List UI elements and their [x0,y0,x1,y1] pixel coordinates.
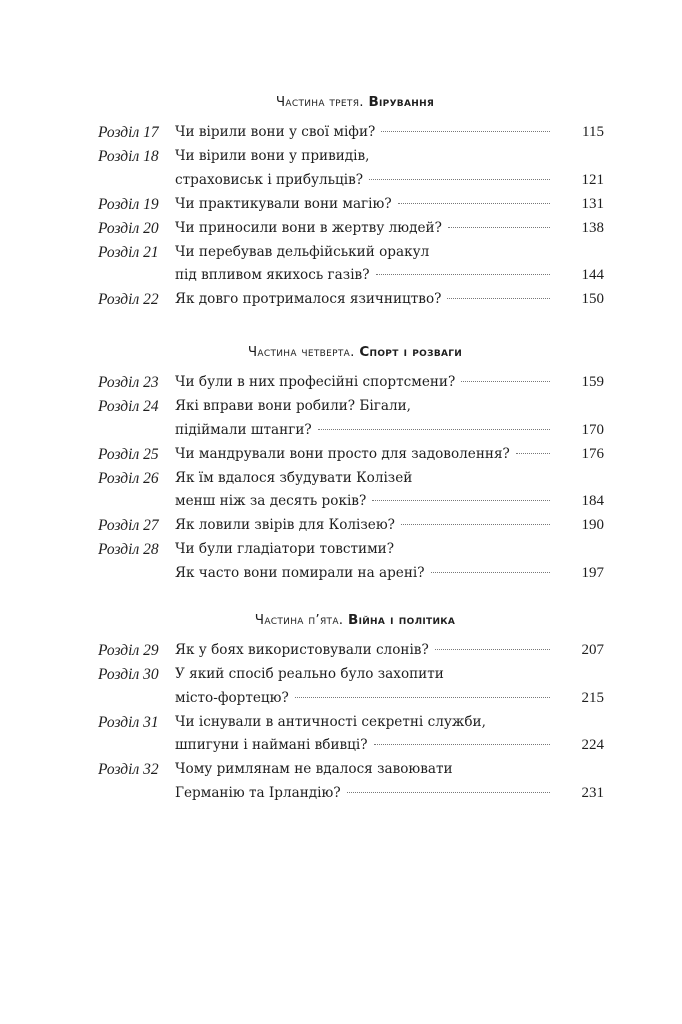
chapter-title-line: Як їм вдалося збудувати Колізей [175,469,413,486]
toc-section-part-4 [98,341,604,586]
toc-entry[interactable] [98,121,604,145]
dot-leader [374,744,550,745]
page-number: 184 [581,493,604,509]
dot-leader [398,203,550,204]
chapter-title-line: Як часто вони помирали на арені? [175,564,425,581]
toc-entry[interactable] [98,514,604,538]
toc-entry[interactable] [98,711,604,758]
chapter-label: Розділ 18 [98,148,159,165]
chapter-title-line: під впливом якихось газів? [175,267,370,283]
part-heading [106,341,604,363]
toc-entry[interactable] [98,217,604,241]
page-number: 224 [581,737,604,753]
page-number: 207 [581,642,604,658]
chapter-label: Розділ 24 [98,398,159,415]
chapter-label: Розділ 31 [98,713,159,731]
page-number: 159 [581,374,604,390]
toc-entry[interactable] [98,193,604,217]
part-title: Війна і політика [347,612,456,628]
page-number: 138 [581,219,604,236]
chapter-label: Розділ 25 [98,445,159,463]
part-heading [106,91,604,113]
toc-entry[interactable] [98,371,604,395]
page-number: 170 [581,421,604,438]
chapter-title-line: підіймали штанги? [175,421,312,438]
chapter-label: Розділ 20 [98,219,159,237]
chapter-title-line: місто-фортецю? [175,689,289,706]
dot-leader [318,429,550,430]
chapter-title-line: Чи існували в античності секретні служби, [175,713,486,730]
chapter-label: Розділ 32 [98,761,159,778]
chapter-title-line: шпигуни і наймані вбивці? [175,737,368,753]
toc-entry[interactable] [98,663,604,710]
page-number: 215 [581,689,604,706]
chapter-label: Розділ 19 [98,195,159,213]
chapter-title-line: Германію та Ірландію? [175,784,341,801]
chapter-title-line: Чому римлянам не вдалося завоювати [175,761,453,777]
chapter-title-line: Чи практикували вони магію? [175,195,392,212]
chapter-title-line: Чи вірили вони у привидів, [175,148,370,164]
dot-leader [376,274,551,275]
toc-entry[interactable] [98,443,604,467]
chapter-title-line: Як довго протрималося язичництво? [175,291,442,307]
dot-leader [435,649,550,650]
toc-entry[interactable] [98,538,604,585]
part-title: Спорт і розваги [359,344,463,360]
chapter-title-line: страховиськ і прибульців? [175,171,364,188]
page-number: 144 [581,267,604,283]
chapter-title-line: Чи вірили вони у свої міфи? [175,124,376,140]
chapter-title-line: Чи мандрували вони просто для задоволення? [175,445,510,462]
chapter-label: Розділ 21 [98,243,159,261]
chapter-label: Розділ 23 [98,374,159,391]
dot-leader [401,524,550,525]
dot-leader [369,179,550,180]
page-number: 121 [581,171,604,188]
toc-section-part-5 [98,609,604,806]
page-number: 131 [581,195,604,212]
dot-leader [431,572,550,573]
chapter-title-line: Які вправи вони робили? Бігали, [175,398,411,414]
chapter-title-line: Чи приносили вони в жертву людей? [175,219,442,236]
chapter-title-line: менш ніж за десять років? [175,493,367,509]
chapter-label: Розділ 29 [98,642,159,659]
part-number: Частина п’ята. [254,612,344,628]
dot-leader [448,227,550,228]
toc-entry[interactable] [98,288,604,312]
dot-leader [295,697,550,698]
chapter-title-line: Чи перебував дельфійський оракул [175,243,430,260]
chapter-label: Розділ 17 [98,124,159,141]
page-number: 115 [582,124,604,140]
dot-leader [372,500,550,501]
toc-entry[interactable] [98,639,604,663]
page-number: 190 [581,517,604,533]
chapter-label: Розділ 26 [98,469,159,487]
chapter-label: Розділ 27 [98,517,159,534]
part-title: Вірування [368,94,435,110]
chapter-label: Розділ 22 [98,291,159,308]
dot-leader [381,131,550,132]
page-number: 231 [581,784,604,801]
chapter-label: Розділ 28 [98,541,159,558]
dot-leader [516,453,550,454]
page-number: 150 [581,291,604,307]
part-number: Частина третя. [275,94,364,110]
page-number: 197 [581,564,604,581]
chapter-title-line: Як у боях використовували слонів? [175,642,429,658]
toc-section-part-3 [98,91,604,312]
chapter-label: Розділ 30 [98,666,159,683]
chapter-title-line: Як ловили звірів для Колізею? [175,517,395,533]
part-heading [106,609,604,631]
dot-leader [447,298,550,299]
toc-entry[interactable] [98,467,604,514]
dot-leader [461,381,550,382]
chapter-title-line: У який спосіб реально було захопити [175,666,444,682]
chapter-title-line: Чи були в них професійні спортсмени? [175,374,456,390]
toc-entry[interactable] [98,145,604,192]
toc-entry[interactable] [98,395,604,442]
toc-entry[interactable] [98,241,604,288]
dot-leader [347,792,550,793]
part-number: Частина четверта. [247,344,355,360]
chapter-title-line: Чи були гладіатори товстими? [175,541,395,557]
page-number: 176 [581,445,604,462]
toc-entry[interactable] [98,758,604,805]
